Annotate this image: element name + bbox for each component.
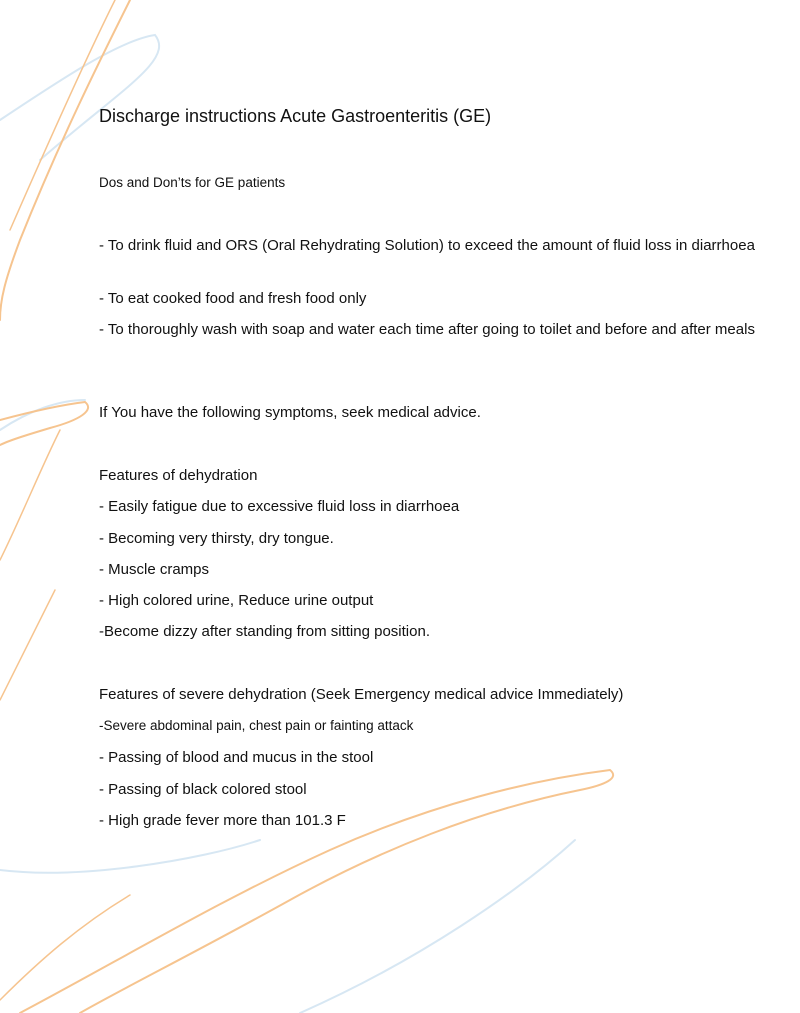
decor-stroke-blue — [0, 35, 159, 160]
list-item: - To drink fluid and ORS (Oral Rehydrating Solution) to exceed the amount of fluid loss in diarrhoea — [99, 237, 755, 254]
list-item: -Become dizzy after standing from sitting position. — [99, 623, 430, 640]
section-heading: Features of severe dehydration (Seek Emergency medical advice Immediately) — [99, 686, 624, 703]
list-item: - Becoming very thirsty, dry tongue. — [99, 530, 334, 547]
list-item: - To thoroughly wash with soap and water each time after going to toilet and before and after meals — [99, 321, 755, 338]
decor-stroke-blue — [0, 840, 260, 873]
decor-stroke-orange — [0, 895, 130, 1000]
list-item: -Severe abdominal pain, chest pain or fainting attack — [99, 718, 414, 733]
advice-intro: If You have the following symptoms, seek medical advice. — [99, 404, 481, 421]
decor-stroke-orange — [0, 402, 88, 445]
list-item: - Easily fatigue due to excessive fluid loss in diarrhoea — [99, 498, 460, 515]
section-heading: Features of dehydration — [99, 467, 258, 484]
list-item: - Muscle cramps — [99, 561, 210, 578]
list-item: - To eat cooked food and fresh food only — [99, 290, 367, 307]
decor-stroke-orange — [0, 430, 60, 560]
page-title: Discharge instructions Acute Gastroenteritis (GE) — [99, 106, 492, 126]
decor-stroke-orange — [0, 590, 55, 700]
decor-stroke-orange — [0, 0, 130, 320]
list-item: - Passing of blood and mucus in the stool — [99, 749, 374, 766]
decor-stroke-orange — [20, 770, 613, 1013]
subtitle: Dos and Don’ts for GE patients — [99, 175, 286, 190]
decor-stroke-blue — [300, 840, 575, 1013]
list-item: - High colored urine, Reduce urine output — [99, 592, 374, 609]
list-item: - High grade fever more than 101.3 F — [99, 812, 346, 829]
list-item: - Passing of black colored stool — [99, 781, 307, 798]
